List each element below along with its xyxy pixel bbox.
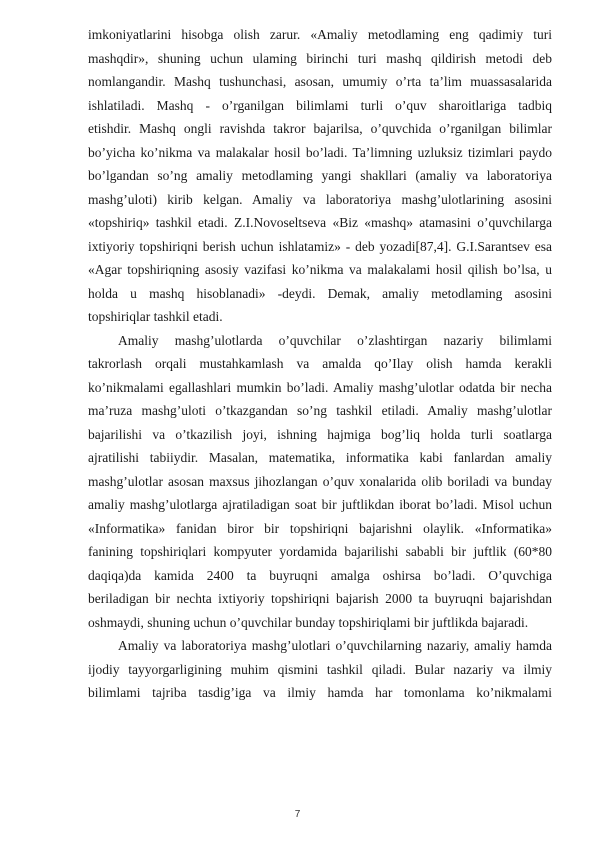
text-line: amaliy mashg’ulotlarga ajratiladigan soat bir juftlikdan iborat bo’ladi. Misol uchun — [88, 497, 552, 512]
text-line: mashqdir», shuning uchun ulaming birinchi turi mashq qildirish metodi deb — [88, 50, 552, 66]
text-line: holda u mashq hisoblanadi» -deydi. Demak, amaliy metodlaming asosini — [88, 285, 552, 301]
text-line: mashg’ulotlar asosan maxsus jihozlangan o’quv xonalarida olib boriladi va bunday — [88, 473, 552, 489]
text-line: ijodiy tayyorgarligining muhim qismini tashkil qiladi. Bular nazariy va ilmiy — [88, 661, 552, 677]
text-line: «Agar topshiriqning asosiy vazifasi ko’nikma va malakalami hosil qilish bo’lsa, u — [88, 262, 552, 277]
text-line: takrorlash orqali mustahkamlash va amalda qo’Ilay olish hamda kerakli — [88, 356, 552, 371]
body-text — [88, 23, 552, 705]
text-line: «Informatika» fanidan biror bir topshiriqni bajarishni olaylik. «Informatika» — [88, 520, 552, 536]
text-line: bo’yicha ko’nikma va malakalar hosil bo’ladi. Ta’limning uzluksiz tizimlari paydo — [88, 144, 552, 160]
text-line: Amaliy mashg’ulotlarda o’quvchilar o’zlashtirgan nazariy bilimlami — [118, 332, 552, 348]
text-line: ajratilishi tabiiydir. Masalan, matematika, informatika kabi fanlardan amaliy — [88, 450, 552, 465]
text-line: imkoniyatlarini hisobga olish zarur. «Amaliy metodlaming eng qadimiy turi — [88, 27, 552, 42]
text-line: ko’nikmalami egallashlari mumkin bo’ladi. Amaliy mashg’ulotlar odatda bir necha — [88, 379, 552, 395]
text-line: fanining topshiriqlari kompyuter yordamida bajarilishi sababli bir juftlik (60*80 — [88, 544, 552, 559]
text-line: ixtiyoriy topshiriqni berish uchun ishlatamiz» - deb yozadi[87,4]. G.I.Sarantsev esa — [88, 238, 552, 254]
text-line: daqiqa)da kamida 2400 ta buyruqni amalga oshirsa bo’ladi. O’quvchiga — [88, 567, 552, 583]
text-line: beriladigan bir nechta ixtiyoriy topshiriqni bajarish 2000 ta buyruqni bajarishdan — [88, 591, 552, 606]
text-line: «topshiriq» tashkil etadi. Z.I.Novoseltseva «Biz «mashq» atamasini o’quvchilarga — [88, 215, 552, 230]
text-line: bajarilishi va o’tkazilish joyi, ishning hajmiga bog’liq holda turli soatlarga — [88, 426, 552, 442]
text-line: nomlangandir. Mashq tushunchasi, asosan, umumiy o’rta ta’lim muassasalarida — [88, 74, 552, 89]
text-line: ishlatiladi. Mashq - o’rganilgan bilimlami turli o’quv sharoitlariga tadbiq — [88, 97, 552, 113]
page-number: 7 — [294, 809, 301, 820]
text-line: Amaliy va laboratoriya mashg’ulotlari o’quvchilarning nazariy, amaliy hamda — [118, 638, 552, 653]
text-line: oshmaydi, shuning uchun o’quvchilar bunday topshiriqlami bir juftlikda bajaradi. — [88, 614, 529, 630]
text-line: mashg’uloti) kirib kelgan. Amaliy va laboratoriya mashg’ulotlarining asosini — [88, 191, 552, 207]
text-line: bilimlami tajriba tasdig’iga va ilmiy hamda har tomonlama ko’nikmalami — [88, 685, 552, 700]
text-line: etishdir. Mashq ongli ravishda takror bajarilsa, o’quvchida o’rganilgan bilimlar — [88, 121, 552, 136]
text-line: bo’lgandan so’ng amaliy metodlaming yangi shakllari (amaliy va laboratoriya — [88, 168, 552, 183]
text-line: topshiriqlar tashkil etadi. — [88, 309, 223, 324]
text-line: ma’ruza mashg’uloti o’tkazgandan so’ng tashkil etiladi. Amaliy mashg’ulotlar — [88, 403, 552, 418]
